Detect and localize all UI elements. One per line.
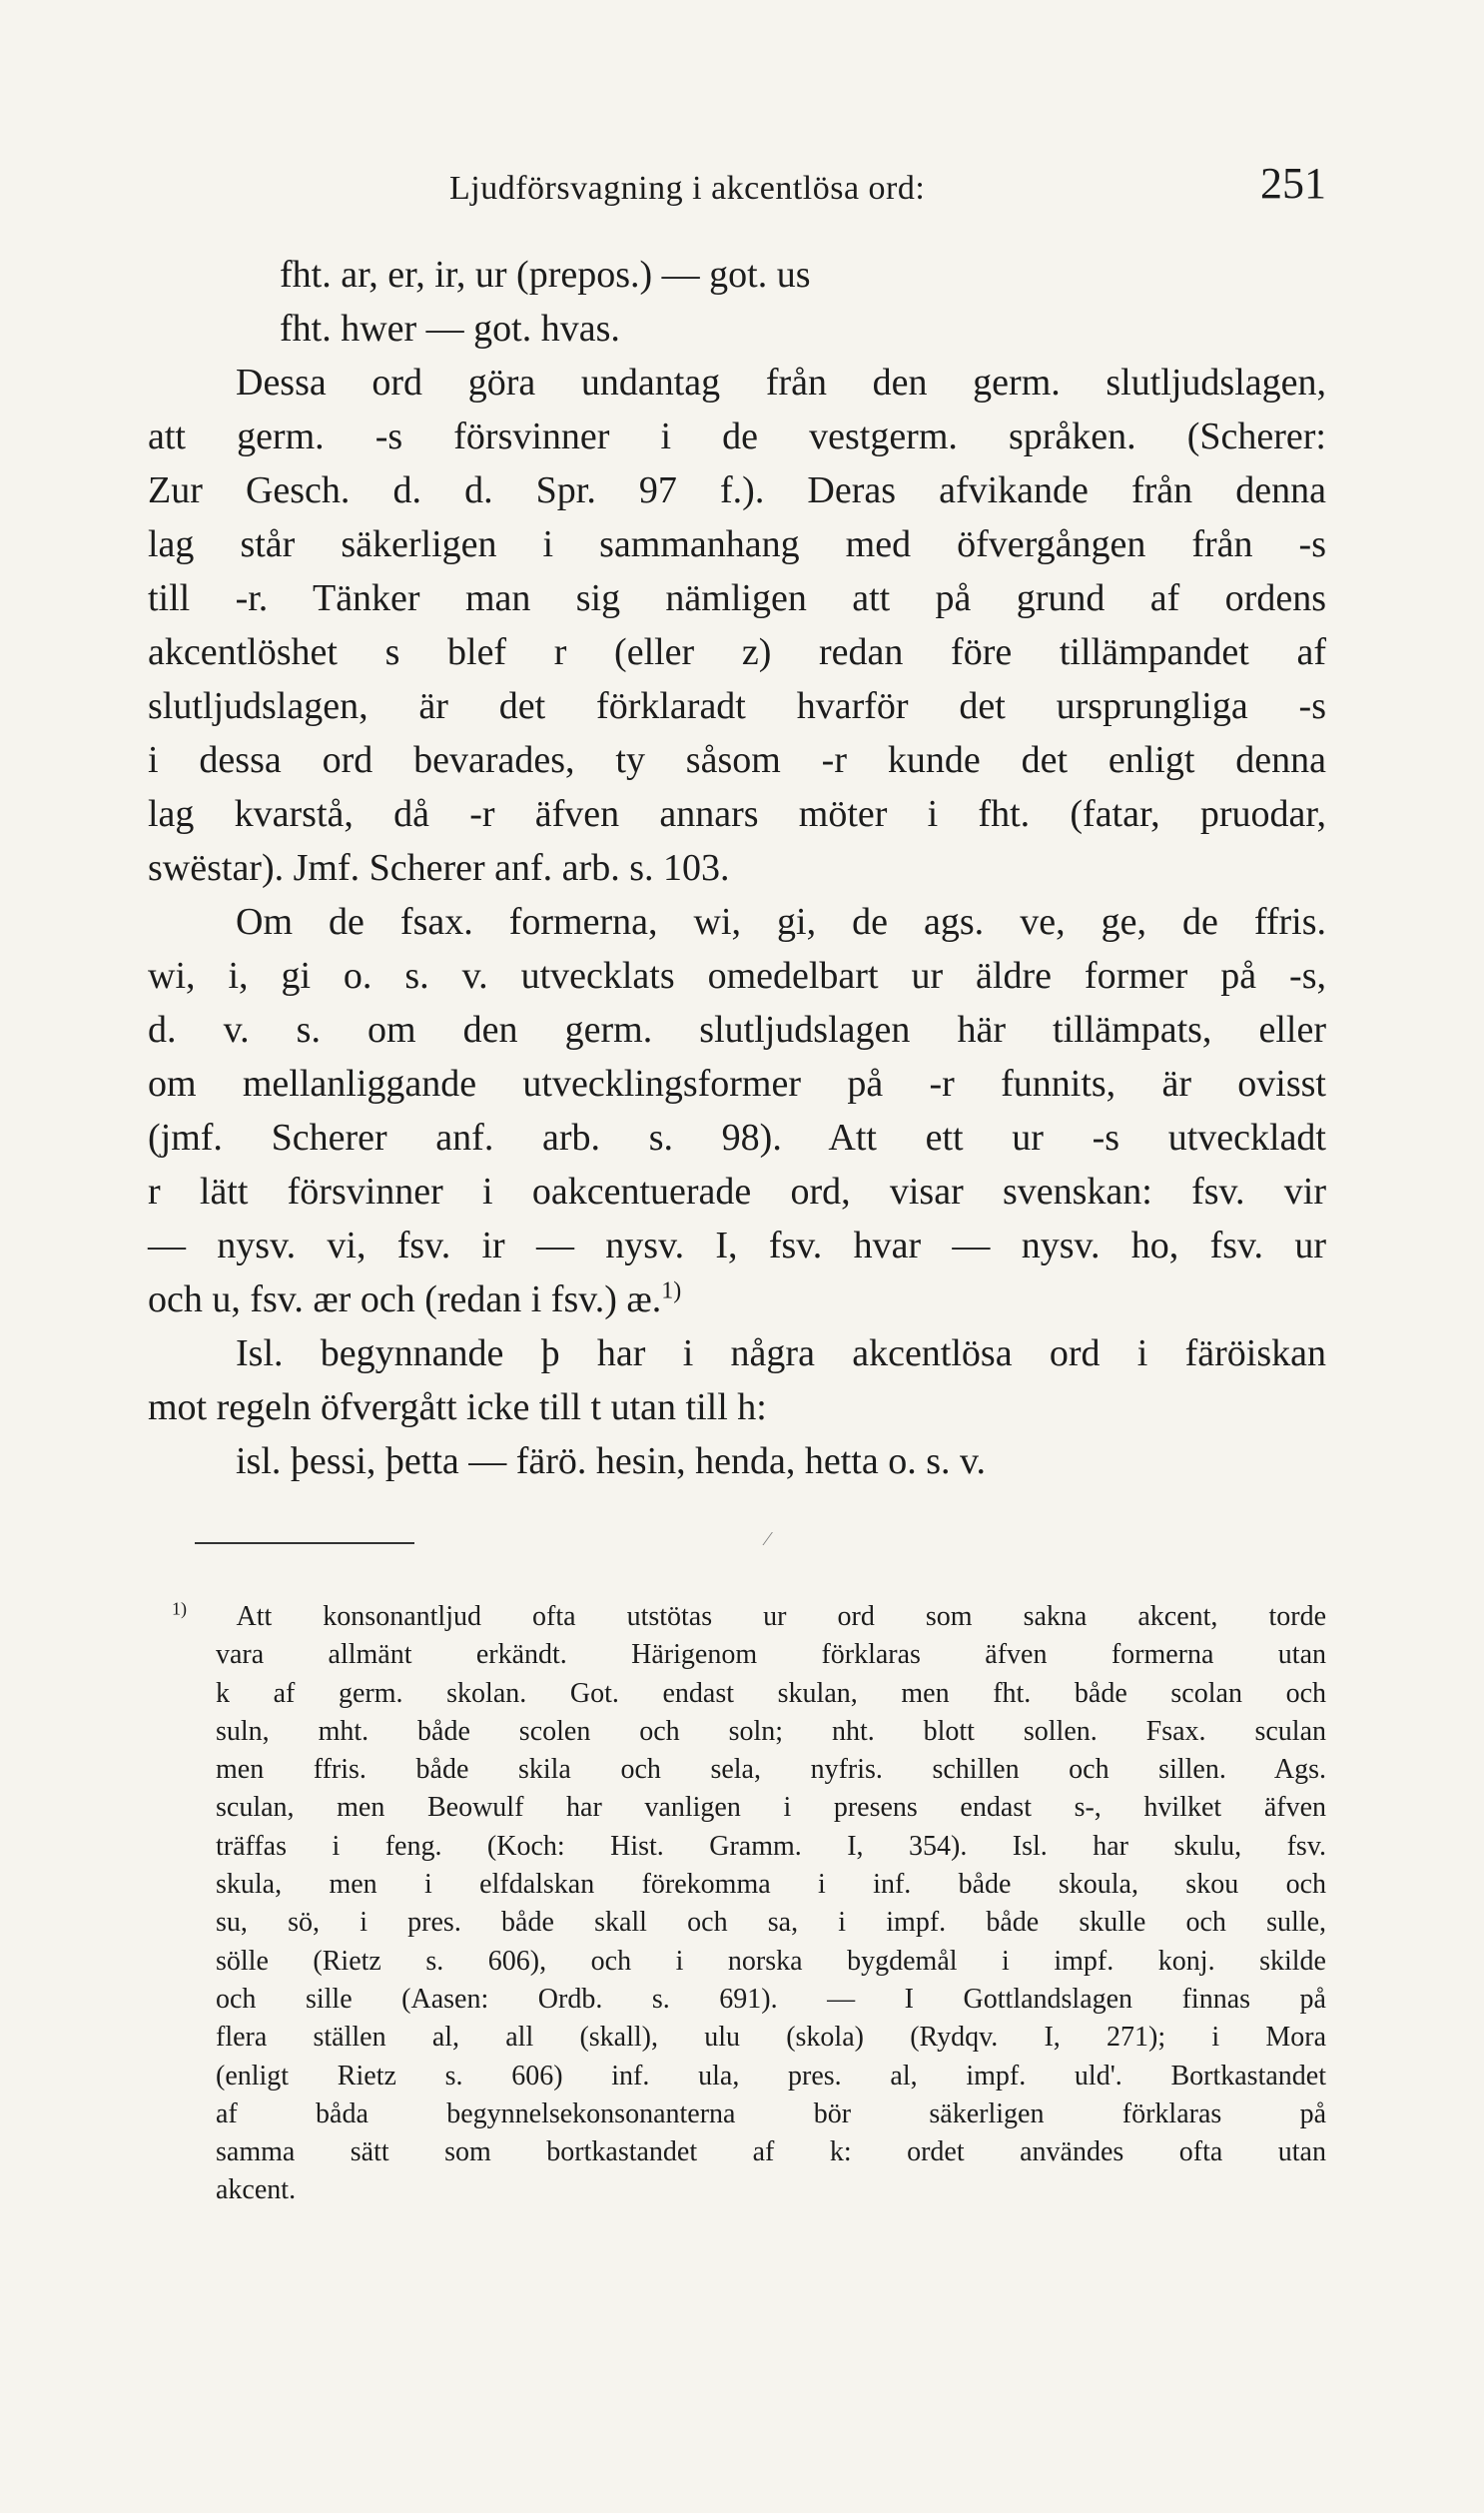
text-line: d. v. s. om den germ. slutljudslagen här tillämpats, eller [148,1009,1326,1051]
text-line: till -r. Tänker man sig nämligen att på grund af ordens [148,577,1326,619]
text-line: Isl. begynnande þ har i några akcentlösa ord i färöiskan [236,1332,1326,1374]
footnote-line: och sille (Aasen: Ordb. s. 691). — I Gottlandslagen finnas på [216,1983,1326,2015]
footnote-line: akcent. [216,2174,297,2206]
text-line: att germ. -s försvinner i de vestgerm. språken. (Scherer: [148,416,1326,457]
text-line: — nysv. vi, fsv. ir — nysv. I, fsv. hvar — nysv. ho, fsv. ur [148,1225,1326,1266]
text-line: fht. ar, er, ir, ur (prepos.) — got. us [280,254,811,296]
footnote-divider [195,1542,414,1544]
footnote-reference[interactable]: 1) [661,1277,682,1304]
footnote-line: flera ställen al, all (skall), ulu (skola) (Rydqv. I, 271); i Mora [216,2022,1326,2054]
text-line: slutljudslagen, är det förklaradt hvarför det ursprungliga -s [148,685,1326,727]
footnote-line [148,1598,1326,1636]
page-number: 251 [1260,159,1326,208]
text-line: fht. hwer — got. hvas. [280,308,620,350]
text-line: Dessa ord göra undantag från den germ. slutljudslagen, [236,362,1326,404]
text-line: lag står säkerligen i sammanhang med öfvergången från -s [148,523,1326,565]
text-line: i dessa ord bevarades, ty såsom -r kunde det enligt denna [148,739,1326,781]
text-line: Om de fsax. formerna, wi, gi, de ags. ve, ge, de ffris. [236,901,1326,943]
page-header [148,158,1326,218]
text-line: lag kvarstå, då -r äfven annars möter i fht. (fatar, pruodar, [148,793,1326,835]
footnote-line-content: Att konsonantljud ofta utstötas ur ord som sakna akcent, torde [236,1601,1326,1632]
footnote-line: k af germ. skolan. Got. endast skulan, men fht. både scolan och [216,1677,1326,1709]
footnote-line: suln, mht. både scolen och soln; nht. blott sollen. Fsax. sculan [216,1715,1326,1747]
running-title: Ljudförsvagning i akcentlösa ord: [449,170,926,207]
text-line-content: och u, fsv. ær och (redan i fsv.) æ. [148,1278,662,1320]
ink-mark: ⁄ [766,1528,770,1550]
footnote-line: su, sö, i pres. både skall och sa, i impf. både skulle och sulle, [216,1907,1326,1939]
text-line: r lätt försvinner i oakcentuerade ord, visar svenskan: fsv. vir [148,1171,1326,1213]
text-line: Zur Gesch. d. d. Spr. 97 f.). Deras afvikande från denna [148,469,1326,511]
footnote [148,1598,1326,2210]
text-line [148,1272,1326,1326]
footnote-line: samma sätt som bortkastandet af k: ordet användes ofta utan [216,2136,1326,2168]
footnote-line: (enligt Rietz s. 606) inf. ula, pres. al, impf. uld'. Bortkastandet [216,2060,1326,2092]
text-line: akcentlöshet s blef r (eller z) redan före tillämpandet af [148,631,1326,673]
footnote-marker: 1) [172,1598,187,1619]
text-line: om mellanliggande utvecklingsformer på -r funnits, är ovisst [148,1063,1326,1105]
main-text [148,248,1326,1488]
footnote-line: träffas i feng. (Koch: Hist. Gramm. I, 354). Isl. har skulu, fsv. [216,1830,1326,1862]
footnote-line: sölle (Rietz s. 606), och i norska bygdemål i impf. konj. skilde [216,1945,1326,1977]
text-line: wi, i, gi o. s. v. utvecklats omedelbart ur äldre former på -s, [148,955,1326,997]
footnote-line: sculan, men Beowulf har vanligen i presens endast s-, hvilket äfven [216,1792,1326,1824]
footnote-line: af båda begynnelsekonsonanterna bör säkerligen förklaras på [216,2097,1326,2129]
text-line: (jmf. Scherer anf. arb. s. 98). Att ett ur -s utveckladt [148,1117,1326,1159]
footnote-line: vara allmänt erkändt. Härigenom förklaras äfven formerna utan [216,1639,1326,1671]
footnote-line: men ffris. både skila och sela, nyfris. schillen och sillen. Ags. [216,1754,1326,1786]
text-line: isl. þessi, þetta — färö. hesin, henda, hetta o. s. v. [236,1440,987,1482]
text-line: swëstar). Jmf. Scherer anf. arb. s. 103. [148,847,730,889]
footnote-line: skula, men i elfdalskan förekomma i inf. både skoula, skou och [216,1869,1326,1901]
text-line: mot regeln öfvergått icke till t utan till h: [148,1386,767,1428]
